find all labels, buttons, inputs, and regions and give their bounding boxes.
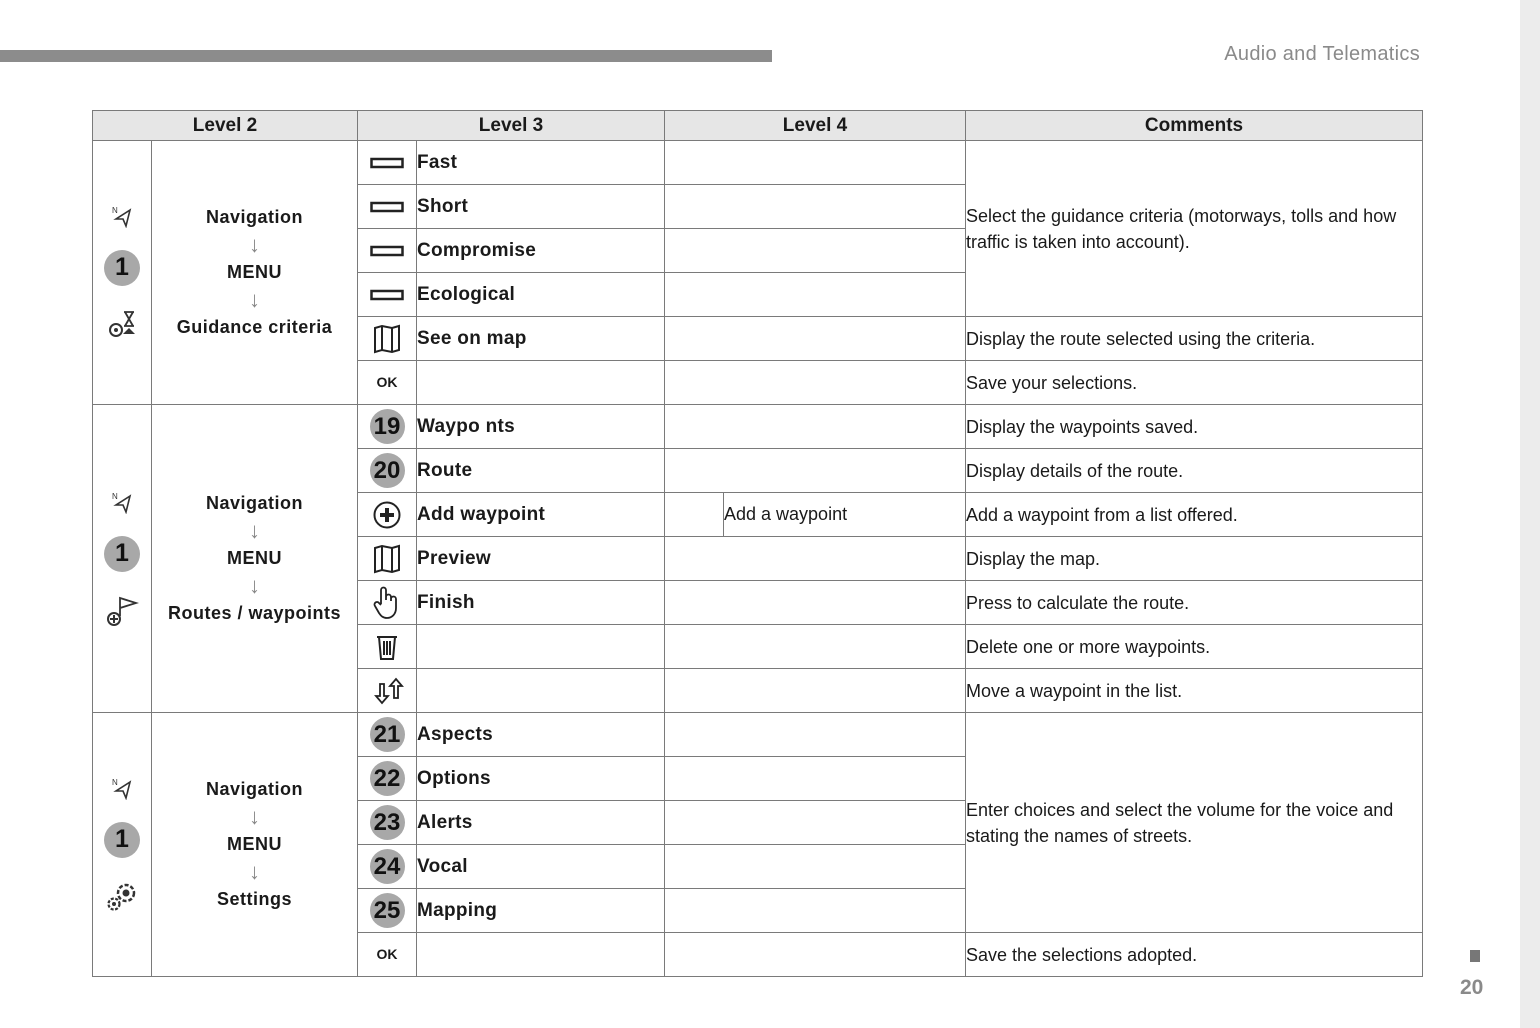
trash-icon (358, 625, 417, 669)
comment-save-selections-adopted: Save the selections adopted. (966, 933, 1423, 977)
nav-path-guidance-criteria: Guidance criteria (176, 317, 333, 337)
table-row (93, 405, 1423, 449)
number-badge-25: 25 (358, 889, 417, 933)
level3-empty-cell (417, 933, 665, 977)
option-see-on-map: See on map (417, 317, 665, 361)
level4-cell (665, 229, 966, 273)
header-rule (0, 50, 772, 62)
ok-symbol: OK (358, 361, 417, 405)
section2-icons (93, 405, 152, 713)
gears-icon (105, 880, 139, 914)
option-finish: Finish (417, 581, 665, 625)
section3-icons (93, 713, 152, 977)
bar-icon (358, 273, 417, 317)
level4-cell (665, 405, 966, 449)
page-edge-strip (1520, 0, 1540, 1028)
navigation-arrow-icon (110, 490, 134, 514)
comment-waypoints: Display the waypoints saved. (966, 405, 1423, 449)
svg-text:N: N (112, 777, 118, 787)
page-marker (1470, 950, 1480, 962)
level4-cell (665, 625, 966, 669)
nav-path-menu: MENU (227, 262, 282, 282)
header-level4: Level 4 (665, 111, 966, 141)
number-badge-20: 20 (358, 449, 417, 493)
option-mapping: Mapping (417, 889, 665, 933)
nav-path-menu: MENU (227, 834, 282, 854)
number-badge-21: 21 (358, 713, 417, 757)
number-badge-23: 23 (358, 801, 417, 845)
option-aspects: Aspects (417, 713, 665, 757)
option-waypoints: Waypo nts (417, 405, 665, 449)
option-short: Short (417, 185, 665, 229)
level4-cell (665, 537, 966, 581)
level4-spacer-cell (665, 493, 724, 537)
hand-icon (358, 581, 417, 625)
section2-nav-path (152, 405, 358, 713)
menu-table (92, 110, 1423, 977)
arrow-down-icon: ↓ (249, 518, 260, 543)
option-fast: Fast (417, 141, 665, 185)
bar-icon (358, 141, 417, 185)
arrow-down-icon: ↓ (249, 573, 260, 598)
level4-cell (665, 801, 966, 845)
navigation-arrow-icon (110, 776, 134, 800)
level4-cell (665, 449, 966, 493)
table-header-row (93, 111, 1423, 141)
arrow-down-icon: ↓ (249, 804, 260, 829)
option-route: Route (417, 449, 665, 493)
comment-add-waypoint: Add a waypoint from a list offered. (966, 493, 1423, 537)
comment-route: Display details of the route. (966, 449, 1423, 493)
option-preview: Preview (417, 537, 665, 581)
svg-text:N: N (112, 205, 118, 215)
table-row (93, 713, 1423, 757)
waypoint-flag-icon (105, 594, 139, 628)
level4-cell (665, 185, 966, 229)
comment-delete-waypoints: Delete one or more waypoints. (966, 625, 1423, 669)
number-badge-24: 24 (358, 845, 417, 889)
bar-icon (358, 185, 417, 229)
section1-icons (93, 141, 152, 405)
section3-nav-path (152, 713, 358, 977)
nav-path-settings: Settings (216, 889, 292, 909)
level4-cell (665, 317, 966, 361)
page-header-title: Audio and Telematics (1224, 43, 1420, 65)
section1-nav-path (152, 141, 358, 405)
arrow-down-icon: ↓ (249, 859, 260, 884)
nav-path-navigation: Navigation (205, 207, 303, 227)
option-ecological: Ecological (417, 273, 665, 317)
comment-preview: Display the map. (966, 537, 1423, 581)
level4-add-a-waypoint: Add a waypoint (724, 493, 966, 537)
comment-move-waypoint: Move a waypoint in the list. (966, 669, 1423, 713)
level4-cell (665, 933, 966, 977)
nav-path-navigation: Navigation (205, 493, 303, 513)
level4-cell (665, 361, 966, 405)
level4-cell (665, 757, 966, 801)
number-badge: 1 (104, 250, 140, 286)
option-add-waypoint: Add waypoint (417, 493, 665, 537)
option-options: Options (417, 757, 665, 801)
nav-path-routes-waypoints: Routes / waypoints (167, 603, 342, 623)
level3-empty-cell (417, 669, 665, 713)
arrow-down-icon: ↓ (249, 287, 260, 312)
comment-guidance-criteria: Select the guidance criteria (motorways, tolls and how traffic is taken into account). (966, 141, 1423, 317)
map-icon (358, 537, 417, 581)
level3-empty-cell (417, 625, 665, 669)
option-compromise: Compromise (417, 229, 665, 273)
header-level3: Level 3 (358, 111, 665, 141)
number-badge: 1 (104, 536, 140, 572)
level4-cell (665, 845, 966, 889)
level4-cell (665, 669, 966, 713)
level4-cell (665, 713, 966, 757)
navigation-arrow-icon (110, 204, 134, 228)
plus-icon (358, 493, 417, 537)
level3-empty-cell (417, 361, 665, 405)
option-vocal: Vocal (417, 845, 665, 889)
header-level2: Level 2 (93, 111, 358, 141)
page-number: 20 (1460, 976, 1484, 999)
comment-save-selections: Save your selections. (966, 361, 1423, 405)
arrow-down-icon: ↓ (249, 232, 260, 257)
comment-settings: Enter choices and select the volume for the voice and stating the names of streets. (966, 713, 1423, 933)
map-icon (358, 317, 417, 361)
comment-finish: Press to calculate the route. (966, 581, 1423, 625)
table-row (93, 141, 1423, 185)
nav-path-menu: MENU (227, 548, 282, 568)
level4-cell (665, 581, 966, 625)
ok-symbol: OK (358, 933, 417, 977)
number-badge-22: 22 (358, 757, 417, 801)
number-badge: 1 (104, 822, 140, 858)
level4-cell (665, 273, 966, 317)
nav-path-navigation: Navigation (205, 779, 303, 799)
svg-text:N: N (112, 491, 118, 501)
comment-see-on-map: Display the route selected using the criteria. (966, 317, 1423, 361)
move-icon (358, 669, 417, 713)
bar-icon (358, 229, 417, 273)
level4-cell (665, 141, 966, 185)
settings-hourglass-icon (105, 308, 139, 342)
level4-cell (665, 889, 966, 933)
option-alerts: Alerts (417, 801, 665, 845)
number-badge-19: 19 (358, 405, 417, 449)
header-comments: Comments (966, 111, 1423, 141)
